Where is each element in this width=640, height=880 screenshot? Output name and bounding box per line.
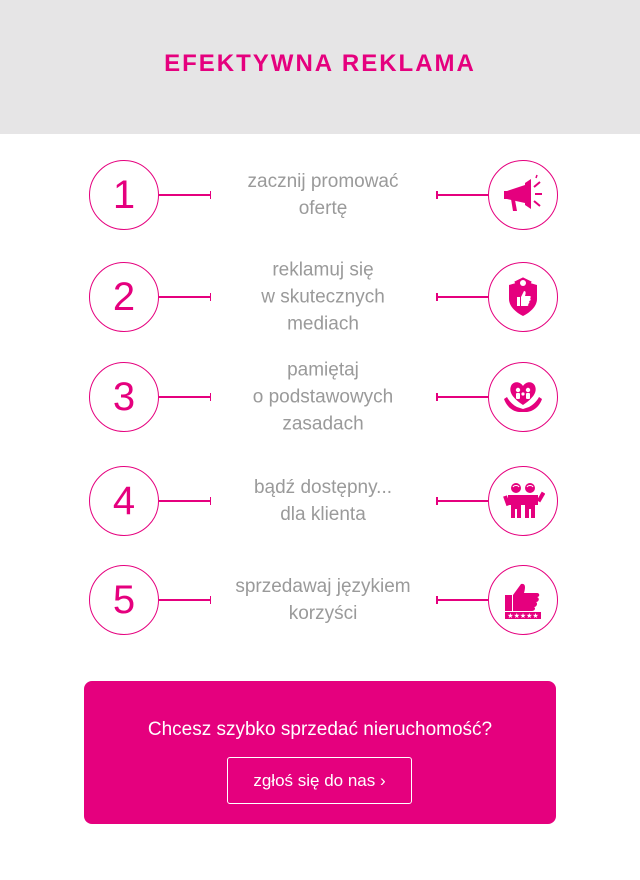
step-number-circle [89,262,159,332]
cta-box [84,681,556,824]
step-icon-circle [488,466,558,536]
connector-line [159,194,211,196]
connector-line [436,599,488,601]
step-icon-circle [488,160,558,230]
connector-line [436,194,488,196]
thumbs-up-badge-icon [501,275,545,319]
step-3 [0,359,640,435]
connector-line [159,296,211,298]
family-heart-hands-icon [501,375,545,419]
step-icon-circle [488,565,558,635]
step-text: reklamuj się w skutecznych mediach [261,259,385,335]
step-number: 3 [112,374,136,419]
step-number-circle [89,362,159,432]
thumbs-up-rating-icon [501,578,545,622]
header-banner [0,0,640,134]
step-text: pamiętaj o podstawowych zasadach [252,359,394,435]
step-2 [0,259,640,335]
contact-us-button[interactable]: zgłoś się do nas › [227,757,412,804]
connector-line [436,500,488,502]
step-text: bądź dostępny... dla klienta [253,477,393,525]
step-icon-circle [488,362,558,432]
step-number: 4 [112,478,136,523]
connector-line [159,396,211,398]
step-number-circle [89,160,159,230]
connector-line [159,500,211,502]
step-1 [0,160,640,230]
megaphone-icon [501,173,545,217]
page-title: EFEKTYWNA REKLAMA [164,50,476,77]
step-5 [0,565,640,635]
connector-line [436,396,488,398]
step-icon-circle [488,262,558,332]
step-number: 1 [112,172,136,217]
step-number-circle [89,565,159,635]
step-text: sprzedawaj językiem korzyści [235,576,411,624]
step-number-circle [89,466,159,536]
cta-question: Chcesz szybko sprzedać nieruchomość? [147,719,493,740]
connector-line [436,296,488,298]
connector-line [159,599,211,601]
svg-text:★★★★★: ★★★★★ [507,612,539,620]
step-4 [0,466,640,536]
step-number: 5 [112,577,136,622]
step-number: 2 [112,274,136,319]
friends-icon [501,479,545,523]
step-text: zacznij promować ofertę [247,171,399,219]
